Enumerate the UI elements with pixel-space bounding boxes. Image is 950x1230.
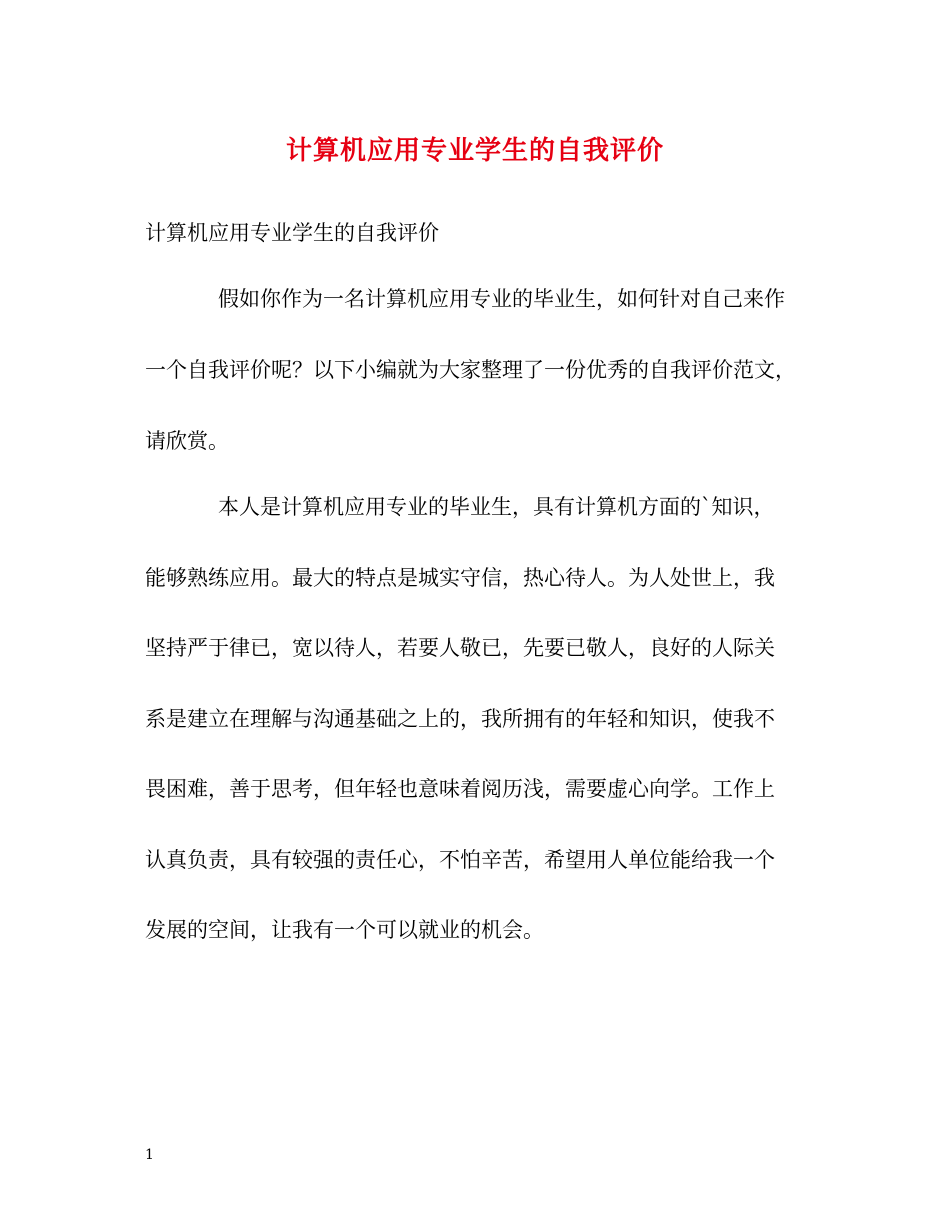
- paragraph-1-line-1: 假如你作为一名计算机应用专业的毕业生，如何针对自己来作: [218, 287, 785, 311]
- paragraph-2-line-2: 能够熟练应用。最大的特点是城实守信，热心待人。为人处世上，我: [145, 566, 775, 590]
- document-subtitle: 计算机应用专业学生的自我评价: [145, 221, 439, 245]
- page-number: 1: [145, 1147, 154, 1163]
- paragraph-2-line-1: 本人是计算机应用专业的毕业生，具有计算机方面的`知识，: [218, 495, 775, 519]
- paragraph-2-line-5: 畏困难，善于思考，但年轻也意味着阅历浅，需要虚心向学。工作上: [145, 777, 775, 801]
- paragraph-1-line-2: 一个自我评价呢？以下小编就为大家整理了一份优秀的自我评价范文，: [145, 358, 796, 382]
- paragraph-1-line-3: 请欣赏。: [145, 429, 229, 453]
- paragraph-2-line-3: 坚持严于律已，宽以待人，若要人敬已，先要已敬人，良好的人际关: [145, 636, 775, 660]
- paragraph-2-line-7: 发展的空间，让我有一个可以就业的机会。: [145, 918, 544, 942]
- document-title: 计算机应用专业学生的自我评价: [285, 136, 664, 166]
- paragraph-2-line-6: 认真负责，具有较强的责任心，不怕辛苦，希望用人单位能给我一个: [145, 848, 775, 872]
- paragraph-2-line-4: 系是建立在理解与沟通基础之上的，我所拥有的年轻和知识，使我不: [145, 707, 775, 731]
